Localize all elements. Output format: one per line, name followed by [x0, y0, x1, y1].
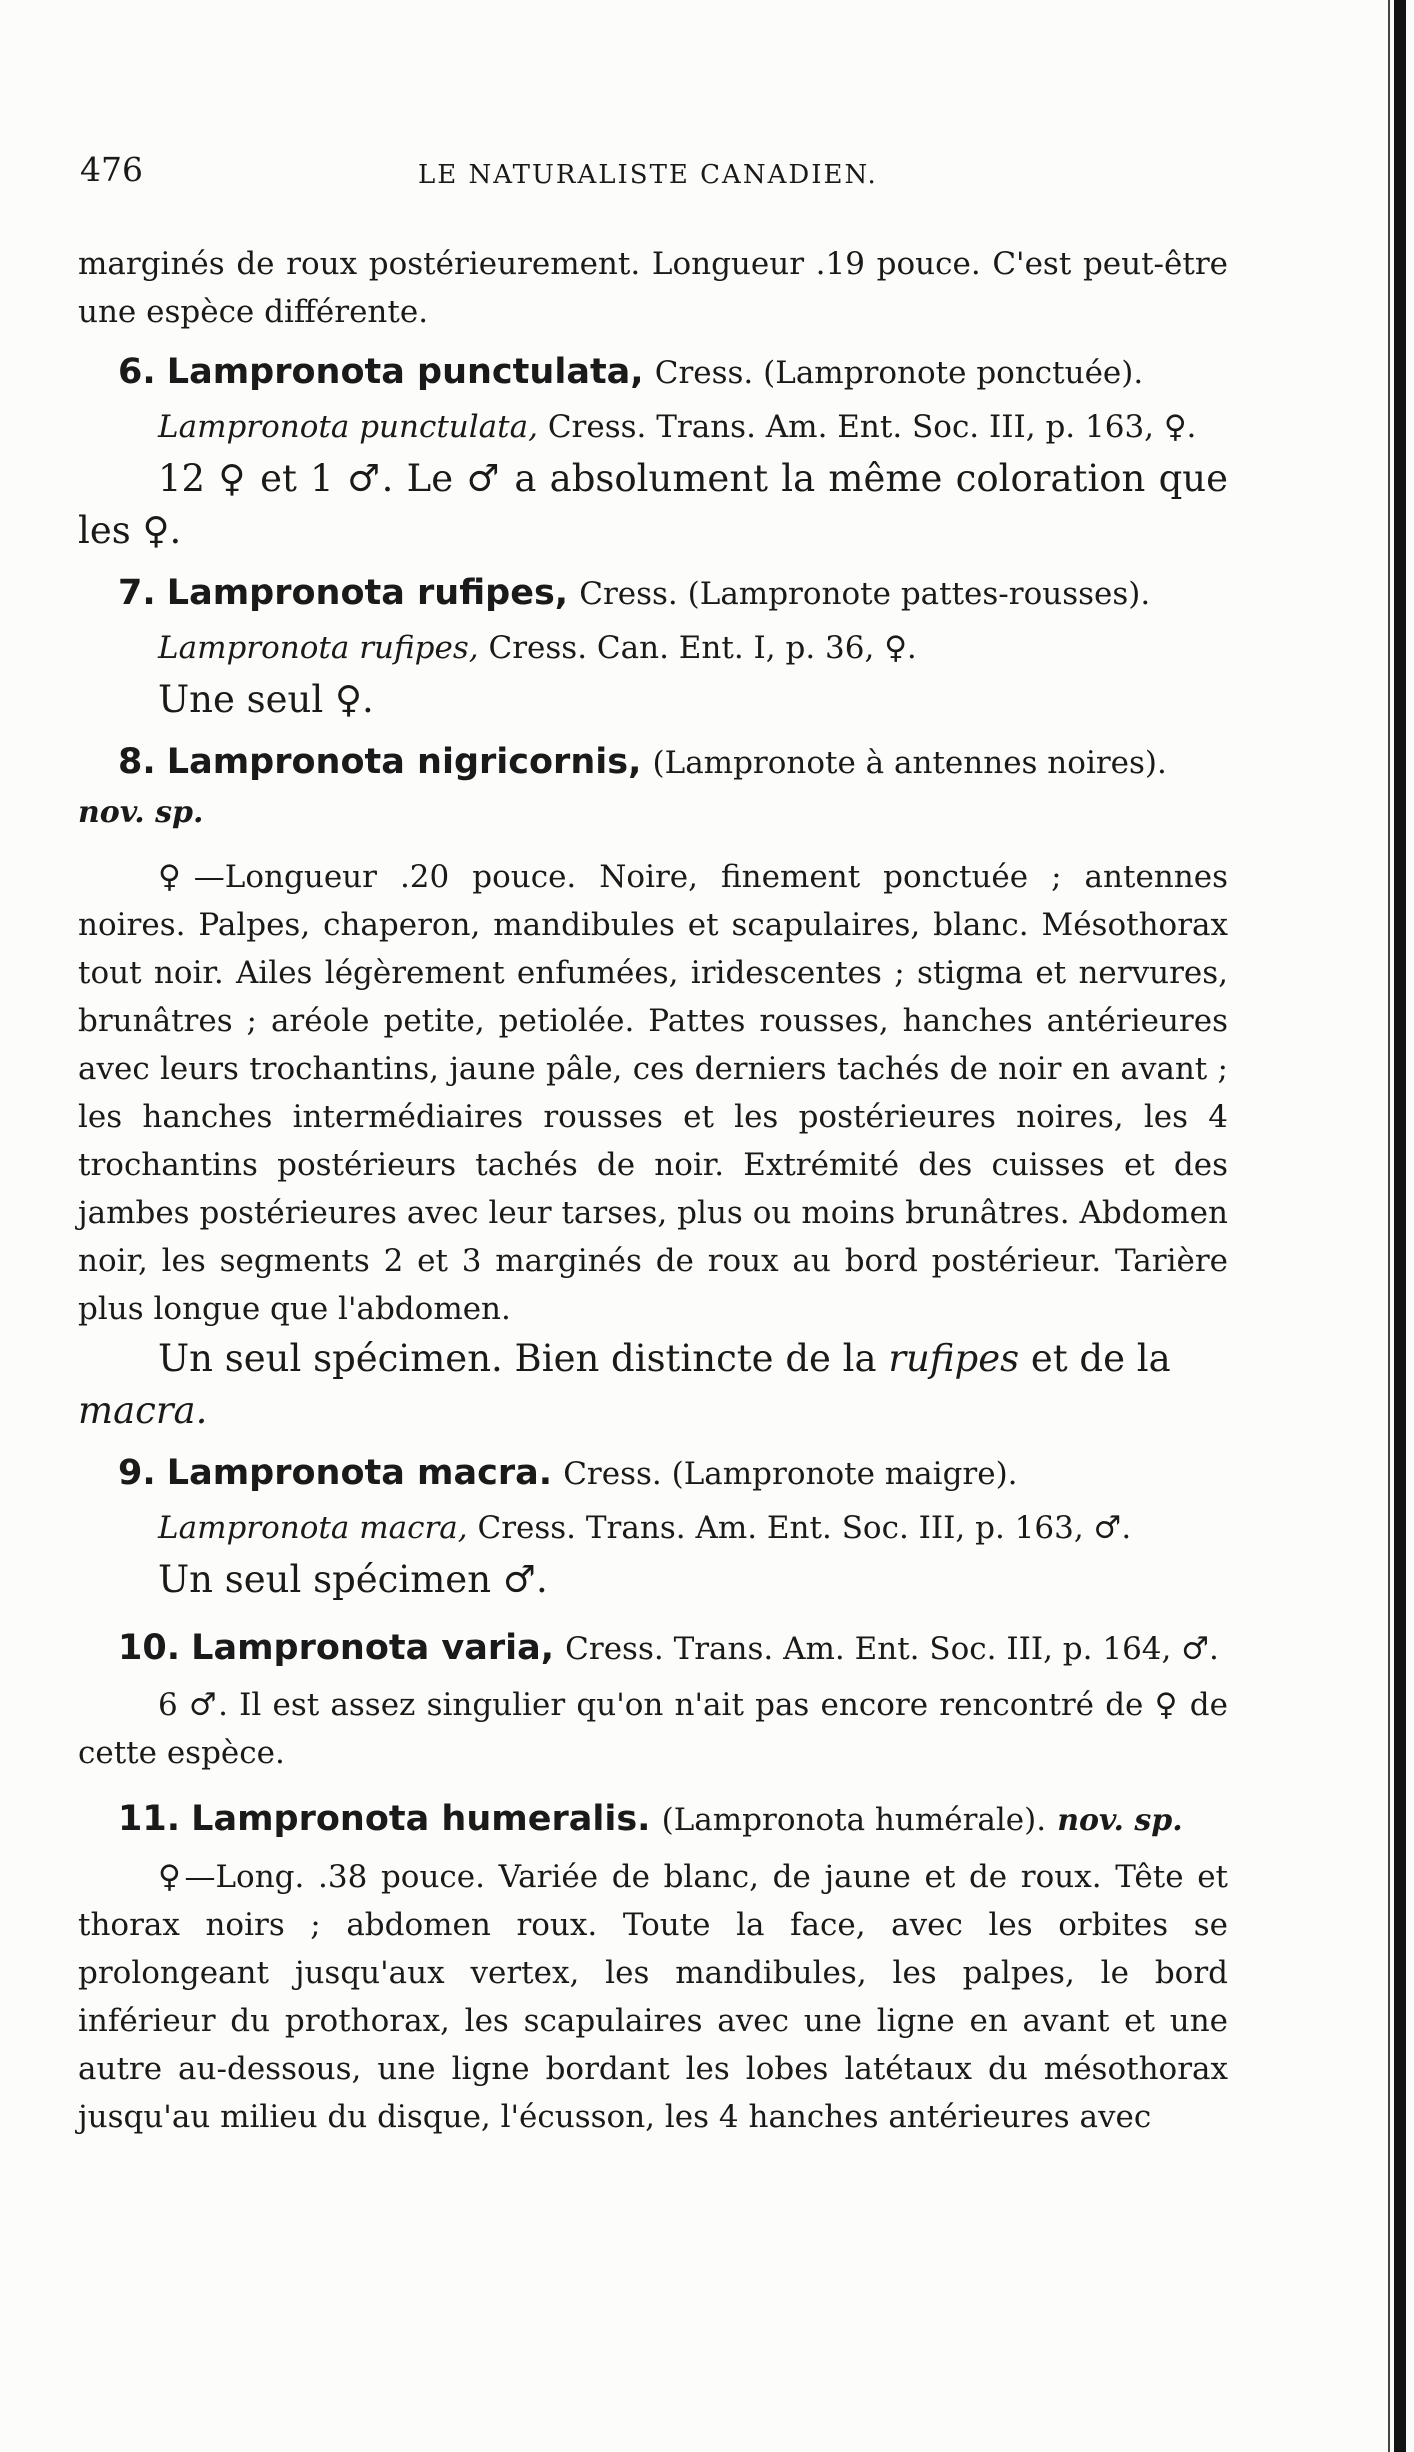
entry-body: Un seul spécimen ♂. — [158, 1558, 548, 1601]
entry-heading — [78, 734, 1228, 791]
citation-ref: Cress. Trans. Am. Ent. Soc. III, p. 163, ♂. — [477, 1510, 1132, 1546]
entry-number: 9. — [118, 1453, 156, 1493]
citation-name: Lampronota macra, — [158, 1510, 468, 1546]
page-edge-border — [1394, 0, 1406, 2452]
entry-body: 12 ♀ et 1 ♂. Le ♂ a absolument la même coloration que les ♀. — [78, 457, 1228, 552]
species-entry-9 — [78, 1445, 1228, 1606]
entry-number: 10. — [118, 1628, 181, 1668]
species-description: ♀—Long. .38 pouce. Variée de blanc, de jaune et de roux. Tête et thorax noirs ; abdomen roux. Toute la face, avec les orbites se prolongeant jusqu'aux vertex, les mandibules, les palpes, le bord inférieur du prothorax, les scapulaires avec une ligne en avant et une autre au-dessous, une ligne bordant les lobes latétaux du mésothorax jusqu'au milieu du disque, l'écusson, les 4 hanches antérieures avec — [78, 1859, 1228, 2135]
species-entry-10 — [78, 1622, 1228, 1777]
citation — [158, 622, 1228, 674]
entry-heading — [78, 1622, 1228, 1675]
entry-heading-rest: Cress. (Lampronote ponctuée). — [654, 355, 1144, 391]
entry-number: 7. — [118, 573, 156, 613]
page-number: 476 — [80, 150, 143, 189]
species-name: Lampronota varia, — [191, 1628, 555, 1668]
citation-ref: Cress. Can. Ent. I, p. 36, ♀. — [488, 630, 917, 666]
entry-heading-rest: Cress. Trans. Am. Ent. Soc. III, p. 164, ♂. — [565, 1631, 1219, 1667]
species-description: ♀—Longueur .20 pouce. Noire, finement ponctuée ; antennes noires. Palpes, chaperon, mandibules et scapulaires, blanc. Mésothorax tout noir. Ailes légèrement enfumées, iridescentes ; stigma et nervures, brunâtres ; aréole petite, petiolée. Pattes rousses, hanches antérieures avec leurs trochantins, jaune pâle, ces derniers tachés de noir en avant ; les hanches intermédiaires rousses et les postérieures noires, les 4 trochantins postérieurs tachés de noir. Extrémité des cuisses et des jambes postérieures avec leur tarses, plus ou moins brunâtres. Abdomen noir, les segments 2 et 3 marginés de roux au bord postérieur. Tarière plus longue que l'abdomen. — [78, 859, 1228, 1327]
citation-name: Lampronota punctulata, — [158, 409, 538, 445]
citation-ref: Cress. Trans. Am. Ent. Soc. III, p. 163, ♀. — [547, 409, 1197, 445]
citation — [158, 401, 1228, 453]
page-edge-shadow — [1388, 0, 1390, 2452]
species-name: Lampronota humeralis. — [191, 1799, 651, 1839]
entry-number: 6. — [118, 352, 156, 392]
citation-name: Lampronota rufipes, — [158, 630, 479, 666]
entry-number: 11. — [118, 1799, 181, 1839]
entry-heading-rest: (Lampronote à antennes noires). — [652, 745, 1167, 781]
entry-body: 6 ♂. Il est assez singulier qu'on n'ait pas encore rencontré de ♀ de cette espèce. — [78, 1687, 1228, 1771]
entry-heading — [78, 565, 1228, 622]
species-entry-7 — [78, 565, 1228, 726]
entry-heading — [78, 1445, 1228, 1502]
citation — [158, 1502, 1228, 1554]
entry-heading-rest: (Lampronota humérale). — [661, 1802, 1047, 1838]
species-name: Lampronota rufipes, — [166, 573, 569, 613]
entry-number: 8. — [118, 742, 156, 782]
species-entry-8 — [78, 734, 1228, 1437]
intro-paragraph: marginés de roux postérieurement. Longueur .19 pouce. C'est peut-être une espèce différente. — [78, 246, 1228, 330]
running-head: LE NATURALISTE CANADIEN. — [418, 160, 878, 190]
book-page — [78, 150, 1228, 2141]
species-name: Lampronota punctulata, — [166, 352, 644, 392]
entry-heading-rest: Cress. (Lampronote maigre). — [563, 1456, 1018, 1492]
entry-body: Un seul spécimen. Bien distincte de la rufipes et de la macra. — [78, 1337, 1171, 1432]
nov-sp-label: nov. sp. — [1057, 1803, 1183, 1838]
entry-heading-rest: Cress. (Lampronote pattes-rousses). — [579, 576, 1151, 612]
species-entry-6 — [78, 344, 1228, 557]
species-entry-11 — [78, 1791, 1228, 2141]
species-name: Lampronota nigricornis, — [166, 742, 642, 782]
page-header — [78, 150, 1228, 200]
nov-sp-label: nov. sp. — [78, 795, 204, 830]
species-name: Lampronota macra. — [166, 1453, 553, 1493]
entry-heading — [78, 1791, 1228, 1849]
entry-heading — [78, 344, 1228, 401]
entry-body: Une seul ♀. — [158, 678, 374, 721]
